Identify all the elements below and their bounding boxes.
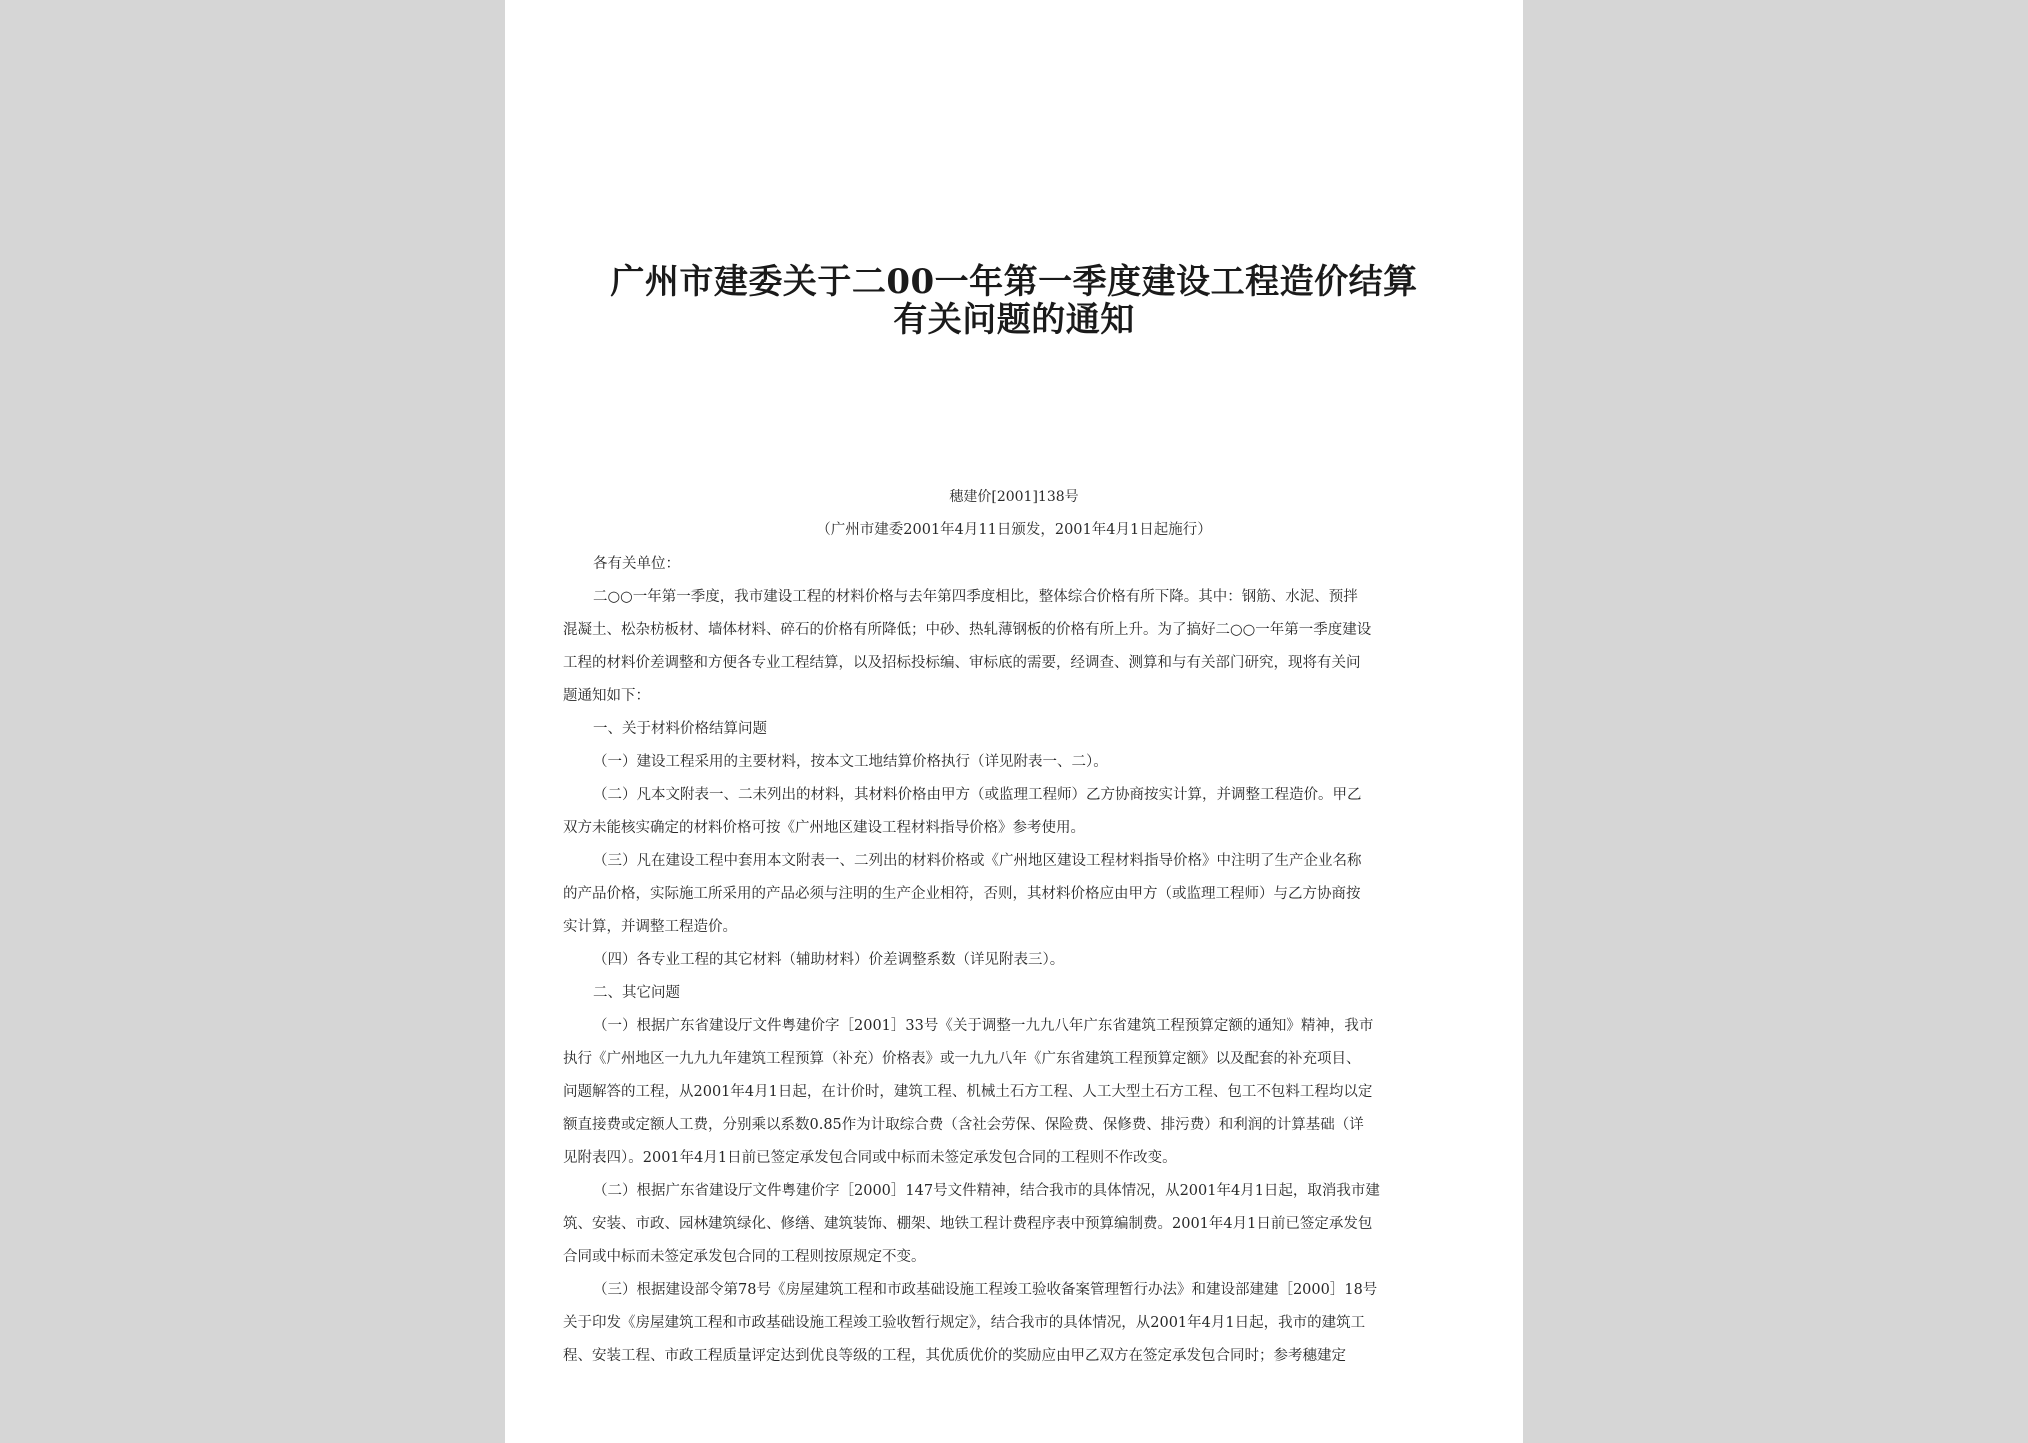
paragraph-line: 题通知如下： [563, 688, 650, 704]
paragraph-line: 见附表四）。2001年4月1日前已签定承发包合同或中标而未签定承发包合同的工程则不作改变。 [563, 1150, 1177, 1166]
document-page [505, 0, 1523, 1443]
section-heading: 二、其它问题 [593, 985, 680, 1001]
paragraph-line: 程、安装工程、市政工程质量评定达到优良等级的工程，其优质优价的奖励应由甲乙双方在签定承发包合同时；参考穗建定 [563, 1348, 1346, 1364]
paragraph-line: （一）建设工程采用的主要材料，按本文工地结算价格执行（详见附表一、二）。 [593, 754, 1108, 770]
paragraph-line: （三）凡在建设工程中套用本文附表一、二列出的材料价格或《广州地区建设工程材料指导价格》中注明了生产企业名称 [593, 853, 1362, 869]
paragraph-line: 关于印发《房屋建筑工程和市政基础设施工程竣工验收暂行规定》，结合我市的具体情况，从2001年4月1日起，我市的建筑工 [563, 1315, 1366, 1331]
paragraph-line: （三）根据建设部令第78号《房屋建筑工程和市政基础设施工程竣工验收备案管理暂行办法》和建设部建建［2000］18号 [593, 1282, 1378, 1298]
paragraph-line: 问题解答的工程，从2001年4月1日起，在计价时，建筑工程、机械土石方工程、人工大型土石方工程、包工不包料工程均以定 [563, 1084, 1373, 1100]
paragraph-line: 混凝土、松杂枋板材、墙体材料、碎石的价格有所降低；中砂、热轧薄钢板的价格有所上升。为了搞好二○○一年第一季度建设 [563, 622, 1372, 638]
paragraph-line: 工程的材料价差调整和方便各专业工程结算，以及招标投标编、审标底的需要，经调查、测算和与有关部门研究，现将有关问 [563, 655, 1361, 671]
paragraph-line: 筑、安装、市政、园林建筑绿化、修缮、建筑装饰、棚架、地铁工程计费程序表中预算编制费。2001年4月1日前已签定承发包 [563, 1216, 1373, 1232]
document-number: 穗建价[2001]138号 [949, 489, 1079, 505]
paragraph-line: （一）根据广东省建设厅文件粤建价字［2001］33号《关于调整一九九八年广东省建筑工程预算定额的通知》精神，我市 [593, 1018, 1374, 1034]
document-title-line-1: 广州市建委关于二00一年第一季度建设工程造价结算 [610, 262, 1418, 302]
issued-note: （广州市建委2001年4月11日颁发，2001年4月1日起施行） [816, 522, 1212, 538]
paragraph-line: 实计算，并调整工程造价。 [563, 919, 737, 935]
paragraph-line: 的产品价格，实际施工所采用的产品必须与注明的生产企业相符，否则，其材料价格应由甲方（或监理工程师）与乙方协商按 [563, 886, 1361, 902]
paragraph-line: 二○○一年第一季度，我市建设工程的材料价格与去年第四季度相比，整体综合价格有所下降。其中：钢筋、水泥、预拌 [593, 589, 1358, 605]
document-title-line-2: 有关问题的通知 [893, 300, 1135, 340]
paragraph-line: （二）根据广东省建设厅文件粤建价字［2000］147号文件精神，结合我市的具体情况，从2001年4月1日起，取消我市建 [593, 1183, 1380, 1199]
salutation: 各有关单位： [593, 556, 680, 572]
paragraph-line: 双方未能核实确定的材料价格可按《广州地区建设工程材料指导价格》参考使用。 [563, 820, 1085, 836]
paragraph-line: （二）凡本文附表一、二未列出的材料，其材料价格由甲方（或监理工程师）乙方协商按实计算，并调整工程造价。甲乙 [593, 787, 1362, 803]
paragraph-line: 执行《广州地区一九九九年建筑工程预算（补充）价格表》或一九九八年《广东省建筑工程预算定额》以及配套的补充项目、 [563, 1051, 1361, 1067]
paragraph-line: 合同或中标而未签定承发包合同的工程则按原规定不变。 [563, 1249, 926, 1265]
paragraph-line: （四）各专业工程的其它材料（辅助材料）价差调整系数（详见附表三）。 [593, 952, 1065, 968]
section-heading: 一、关于材料价格结算问题 [593, 721, 767, 737]
paragraph-line: 额直接费或定额人工费，分别乘以系数0.85作为计取综合费（含社会劳保、保险费、保修费、排污费）和利润的计算基础（详 [563, 1117, 1364, 1133]
